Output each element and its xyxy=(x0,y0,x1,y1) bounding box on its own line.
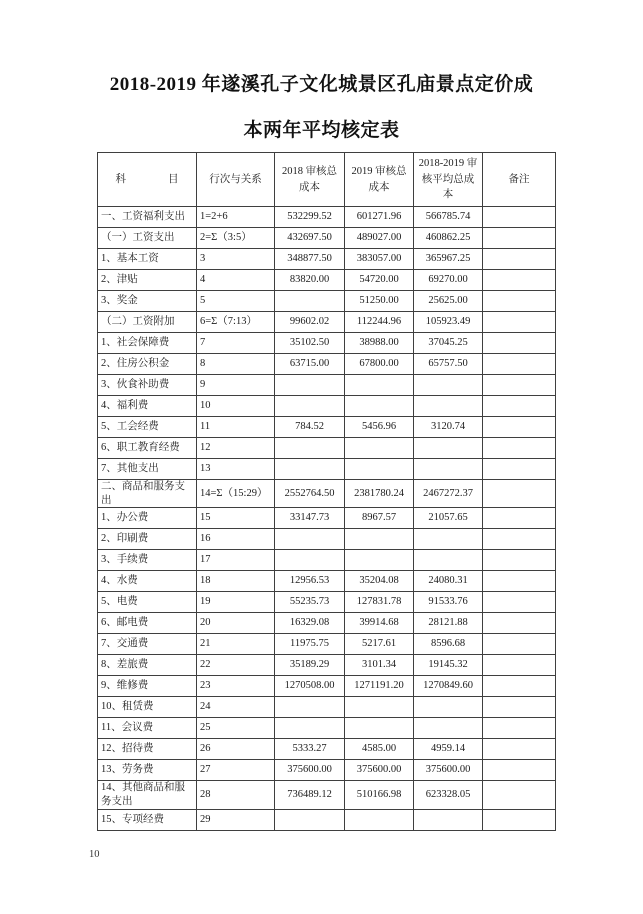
cell-note xyxy=(483,354,556,375)
table-row xyxy=(98,697,556,718)
cell-v2018: 55235.73 xyxy=(275,592,345,613)
cost-table-body xyxy=(98,207,556,831)
cell-line: 28 xyxy=(197,781,275,809)
cell-subject: 1、办公费 xyxy=(98,508,197,529)
cell-subject: 14、其他商品和服务支出 xyxy=(98,781,197,809)
cell-v2019: 5217.61 xyxy=(345,634,414,655)
cell-v2018: 16329.08 xyxy=(275,613,345,634)
cell-avg: 460862.25 xyxy=(414,228,483,249)
cell-v2018: 99602.02 xyxy=(275,312,345,333)
cell-v2018: 2552764.50 xyxy=(275,480,345,508)
cell-note xyxy=(483,697,556,718)
cell-v2019: 39914.68 xyxy=(345,613,414,634)
cell-subject: （二）工资附加 xyxy=(98,312,197,333)
cell-v2019 xyxy=(345,529,414,550)
cell-subject: 5、电费 xyxy=(98,592,197,613)
table-row xyxy=(98,634,556,655)
cell-subject: 9、维修费 xyxy=(98,676,197,697)
table-row xyxy=(98,809,556,830)
table-row xyxy=(98,571,556,592)
cell-avg: 105923.49 xyxy=(414,312,483,333)
cell-avg xyxy=(414,809,483,830)
cell-line: 10 xyxy=(197,396,275,417)
table-row xyxy=(98,207,556,228)
cell-avg: 623328.05 xyxy=(414,781,483,809)
column-header-subject: 科 目 xyxy=(98,153,197,207)
cell-v2019: 2381780.24 xyxy=(345,480,414,508)
table-row xyxy=(98,270,556,291)
table-row xyxy=(98,291,556,312)
cell-v2018: 63715.00 xyxy=(275,354,345,375)
cell-note xyxy=(483,739,556,760)
cell-v2018: 12956.53 xyxy=(275,571,345,592)
cell-line: 18 xyxy=(197,571,275,592)
cell-avg: 3120.74 xyxy=(414,417,483,438)
cell-v2019 xyxy=(345,697,414,718)
cell-line: 6=Σ（7:13） xyxy=(197,312,275,333)
page-title xyxy=(0,62,643,154)
cell-v2018 xyxy=(275,809,345,830)
cell-v2018: 5333.27 xyxy=(275,739,345,760)
table-row xyxy=(98,676,556,697)
cell-avg: 28121.88 xyxy=(414,613,483,634)
cell-v2019: 1271191.20 xyxy=(345,676,414,697)
cell-line: 8 xyxy=(197,354,275,375)
cost-table-header xyxy=(98,153,556,207)
cell-note xyxy=(483,480,556,508)
cell-note xyxy=(483,508,556,529)
cell-v2019: 35204.08 xyxy=(345,571,414,592)
cell-v2018: 83820.00 xyxy=(275,270,345,291)
cell-v2019: 127831.78 xyxy=(345,592,414,613)
cell-note xyxy=(483,270,556,291)
cell-v2018 xyxy=(275,438,345,459)
cell-avg: 375600.00 xyxy=(414,760,483,781)
cell-line: 5 xyxy=(197,291,275,312)
cell-avg: 1270849.60 xyxy=(414,676,483,697)
table-row xyxy=(98,396,556,417)
cell-note xyxy=(483,291,556,312)
table-row xyxy=(98,718,556,739)
cell-avg: 69270.00 xyxy=(414,270,483,291)
cell-subject: 5、工会经费 xyxy=(98,417,197,438)
cell-line: 3 xyxy=(197,249,275,270)
cell-v2018 xyxy=(275,718,345,739)
cell-subject: 11、会议费 xyxy=(98,718,197,739)
table-row xyxy=(98,228,556,249)
cell-line: 20 xyxy=(197,613,275,634)
cell-line: 16 xyxy=(197,529,275,550)
cell-avg: 37045.25 xyxy=(414,333,483,354)
title-line-1: 2018-2019 年遂溪孔子文化城景区孔庙景点定价成 xyxy=(109,74,534,95)
cell-subject: （一）工资支出 xyxy=(98,228,197,249)
cell-v2018: 348877.50 xyxy=(275,249,345,270)
cell-avg xyxy=(414,438,483,459)
table-row xyxy=(98,760,556,781)
cell-line: 19 xyxy=(197,592,275,613)
cell-note xyxy=(483,634,556,655)
cell-avg xyxy=(414,550,483,571)
cell-line: 12 xyxy=(197,438,275,459)
cell-line: 9 xyxy=(197,375,275,396)
cell-avg: 2467272.37 xyxy=(414,480,483,508)
cell-line: 22 xyxy=(197,655,275,676)
cell-v2018: 432697.50 xyxy=(275,228,345,249)
table-row xyxy=(98,550,556,571)
cell-v2018 xyxy=(275,459,345,480)
cell-subject: 2、住房公积金 xyxy=(98,354,197,375)
cell-v2018: 784.52 xyxy=(275,417,345,438)
cell-note xyxy=(483,207,556,228)
cell-v2018 xyxy=(275,529,345,550)
cell-v2018: 375600.00 xyxy=(275,760,345,781)
cell-v2019 xyxy=(345,718,414,739)
cell-v2018: 1270508.00 xyxy=(275,676,345,697)
table-row xyxy=(98,781,556,809)
cell-avg: 8596.68 xyxy=(414,634,483,655)
cell-v2018: 11975.75 xyxy=(275,634,345,655)
cell-v2018 xyxy=(275,375,345,396)
cell-line: 17 xyxy=(197,550,275,571)
table-row xyxy=(98,459,556,480)
cell-v2019: 38988.00 xyxy=(345,333,414,354)
cell-subject: 2、津贴 xyxy=(98,270,197,291)
cell-note xyxy=(483,396,556,417)
cell-v2019: 3101.34 xyxy=(345,655,414,676)
column-header-v2018: 2018 审核总成本 xyxy=(275,153,345,207)
cell-v2019 xyxy=(345,809,414,830)
cell-note xyxy=(483,312,556,333)
cell-note xyxy=(483,571,556,592)
cell-v2019: 601271.96 xyxy=(345,207,414,228)
cell-note xyxy=(483,249,556,270)
cell-subject: 4、福利费 xyxy=(98,396,197,417)
table-row xyxy=(98,508,556,529)
cell-line: 29 xyxy=(197,809,275,830)
cell-subject: 4、水费 xyxy=(98,571,197,592)
cell-v2019: 112244.96 xyxy=(345,312,414,333)
cell-subject: 13、劳务费 xyxy=(98,760,197,781)
cell-subject: 7、其他支出 xyxy=(98,459,197,480)
cell-v2019: 5456.96 xyxy=(345,417,414,438)
table-row xyxy=(98,613,556,634)
cell-avg: 365967.25 xyxy=(414,249,483,270)
cell-subject: 一、工资福利支出 xyxy=(98,207,197,228)
cell-avg: 566785.74 xyxy=(414,207,483,228)
table-row xyxy=(98,655,556,676)
cell-line: 13 xyxy=(197,459,275,480)
table-row xyxy=(98,249,556,270)
cell-v2018 xyxy=(275,550,345,571)
cell-v2019: 375600.00 xyxy=(345,760,414,781)
cell-note xyxy=(483,809,556,830)
cell-avg: 25625.00 xyxy=(414,291,483,312)
cell-subject: 3、奖金 xyxy=(98,291,197,312)
page-number: 10 xyxy=(89,849,100,860)
cell-subject: 6、邮电费 xyxy=(98,613,197,634)
column-header-v2019: 2019 审核总成本 xyxy=(345,153,414,207)
cell-note xyxy=(483,228,556,249)
cell-note xyxy=(483,529,556,550)
cell-note xyxy=(483,417,556,438)
cell-line: 1=2+6 xyxy=(197,207,275,228)
cell-line: 26 xyxy=(197,739,275,760)
cell-subject: 1、基本工资 xyxy=(98,249,197,270)
column-header-avg: 2018-2019 审核平均总成本 xyxy=(414,153,483,207)
header-row xyxy=(98,153,556,207)
cell-line: 24 xyxy=(197,697,275,718)
cell-subject: 3、伙食补助费 xyxy=(98,375,197,396)
cell-v2018: 35189.29 xyxy=(275,655,345,676)
table-row xyxy=(98,480,556,508)
cell-avg: 19145.32 xyxy=(414,655,483,676)
cell-line: 21 xyxy=(197,634,275,655)
cell-v2018: 33147.73 xyxy=(275,508,345,529)
cell-v2019: 383057.00 xyxy=(345,249,414,270)
cell-avg: 91533.76 xyxy=(414,592,483,613)
cell-line: 27 xyxy=(197,760,275,781)
cell-v2019: 4585.00 xyxy=(345,739,414,760)
table-row xyxy=(98,417,556,438)
table-row xyxy=(98,592,556,613)
cell-note xyxy=(483,676,556,697)
cell-subject: 3、手续费 xyxy=(98,550,197,571)
cell-note xyxy=(483,655,556,676)
cell-line: 25 xyxy=(197,718,275,739)
cell-v2019: 51250.00 xyxy=(345,291,414,312)
cell-line: 4 xyxy=(197,270,275,291)
cell-v2018: 532299.52 xyxy=(275,207,345,228)
cell-note xyxy=(483,613,556,634)
cell-v2019 xyxy=(345,438,414,459)
cell-v2019: 510166.98 xyxy=(345,781,414,809)
cell-line: 23 xyxy=(197,676,275,697)
cell-avg: 21057.65 xyxy=(414,508,483,529)
cost-table xyxy=(97,152,556,831)
cell-subject: 1、社会保障费 xyxy=(98,333,197,354)
cell-subject: 8、差旅费 xyxy=(98,655,197,676)
table-row xyxy=(98,354,556,375)
cell-avg: 65757.50 xyxy=(414,354,483,375)
cell-v2019 xyxy=(345,550,414,571)
cell-note xyxy=(483,760,556,781)
cell-avg xyxy=(414,697,483,718)
title-line-2: 本两年平均核定表 xyxy=(243,120,400,141)
cell-subject: 6、职工教育经费 xyxy=(98,438,197,459)
cell-avg xyxy=(414,375,483,396)
cell-subject: 12、招待费 xyxy=(98,739,197,760)
cell-avg xyxy=(414,459,483,480)
cell-v2019 xyxy=(345,459,414,480)
cell-line: 15 xyxy=(197,508,275,529)
cell-note xyxy=(483,781,556,809)
cell-v2019: 54720.00 xyxy=(345,270,414,291)
cell-subject: 7、交通费 xyxy=(98,634,197,655)
table-row xyxy=(98,529,556,550)
cell-avg xyxy=(414,529,483,550)
cell-note xyxy=(483,438,556,459)
cell-avg: 4959.14 xyxy=(414,739,483,760)
cell-note xyxy=(483,550,556,571)
cell-avg xyxy=(414,718,483,739)
cell-v2018: 736489.12 xyxy=(275,781,345,809)
column-header-line: 行次与关系 xyxy=(197,153,275,207)
cell-subject: 10、租赁费 xyxy=(98,697,197,718)
cell-line: 2=Σ（3:5） xyxy=(197,228,275,249)
cell-note xyxy=(483,718,556,739)
column-header-note: 备注 xyxy=(483,153,556,207)
cell-avg: 24080.31 xyxy=(414,571,483,592)
cell-note xyxy=(483,592,556,613)
cell-v2018 xyxy=(275,697,345,718)
cell-note xyxy=(483,375,556,396)
cell-line: 11 xyxy=(197,417,275,438)
cell-line: 7 xyxy=(197,333,275,354)
cell-v2018 xyxy=(275,291,345,312)
cell-v2019: 67800.00 xyxy=(345,354,414,375)
cell-v2018 xyxy=(275,396,345,417)
cell-v2019: 489027.00 xyxy=(345,228,414,249)
cell-v2019: 8967.57 xyxy=(345,508,414,529)
table-row xyxy=(98,739,556,760)
table-row xyxy=(98,375,556,396)
cell-subject: 二、商品和服务支出 xyxy=(98,480,197,508)
cell-line: 14=Σ（15:29） xyxy=(197,480,275,508)
cell-subject: 2、印刷费 xyxy=(98,529,197,550)
cell-v2018: 35102.50 xyxy=(275,333,345,354)
cell-v2019 xyxy=(345,375,414,396)
table-row xyxy=(98,438,556,459)
table-row xyxy=(98,312,556,333)
table-row xyxy=(98,333,556,354)
cell-v2019 xyxy=(345,396,414,417)
cell-subject: 15、专项经费 xyxy=(98,809,197,830)
cell-note xyxy=(483,459,556,480)
cell-note xyxy=(483,333,556,354)
cell-avg xyxy=(414,396,483,417)
